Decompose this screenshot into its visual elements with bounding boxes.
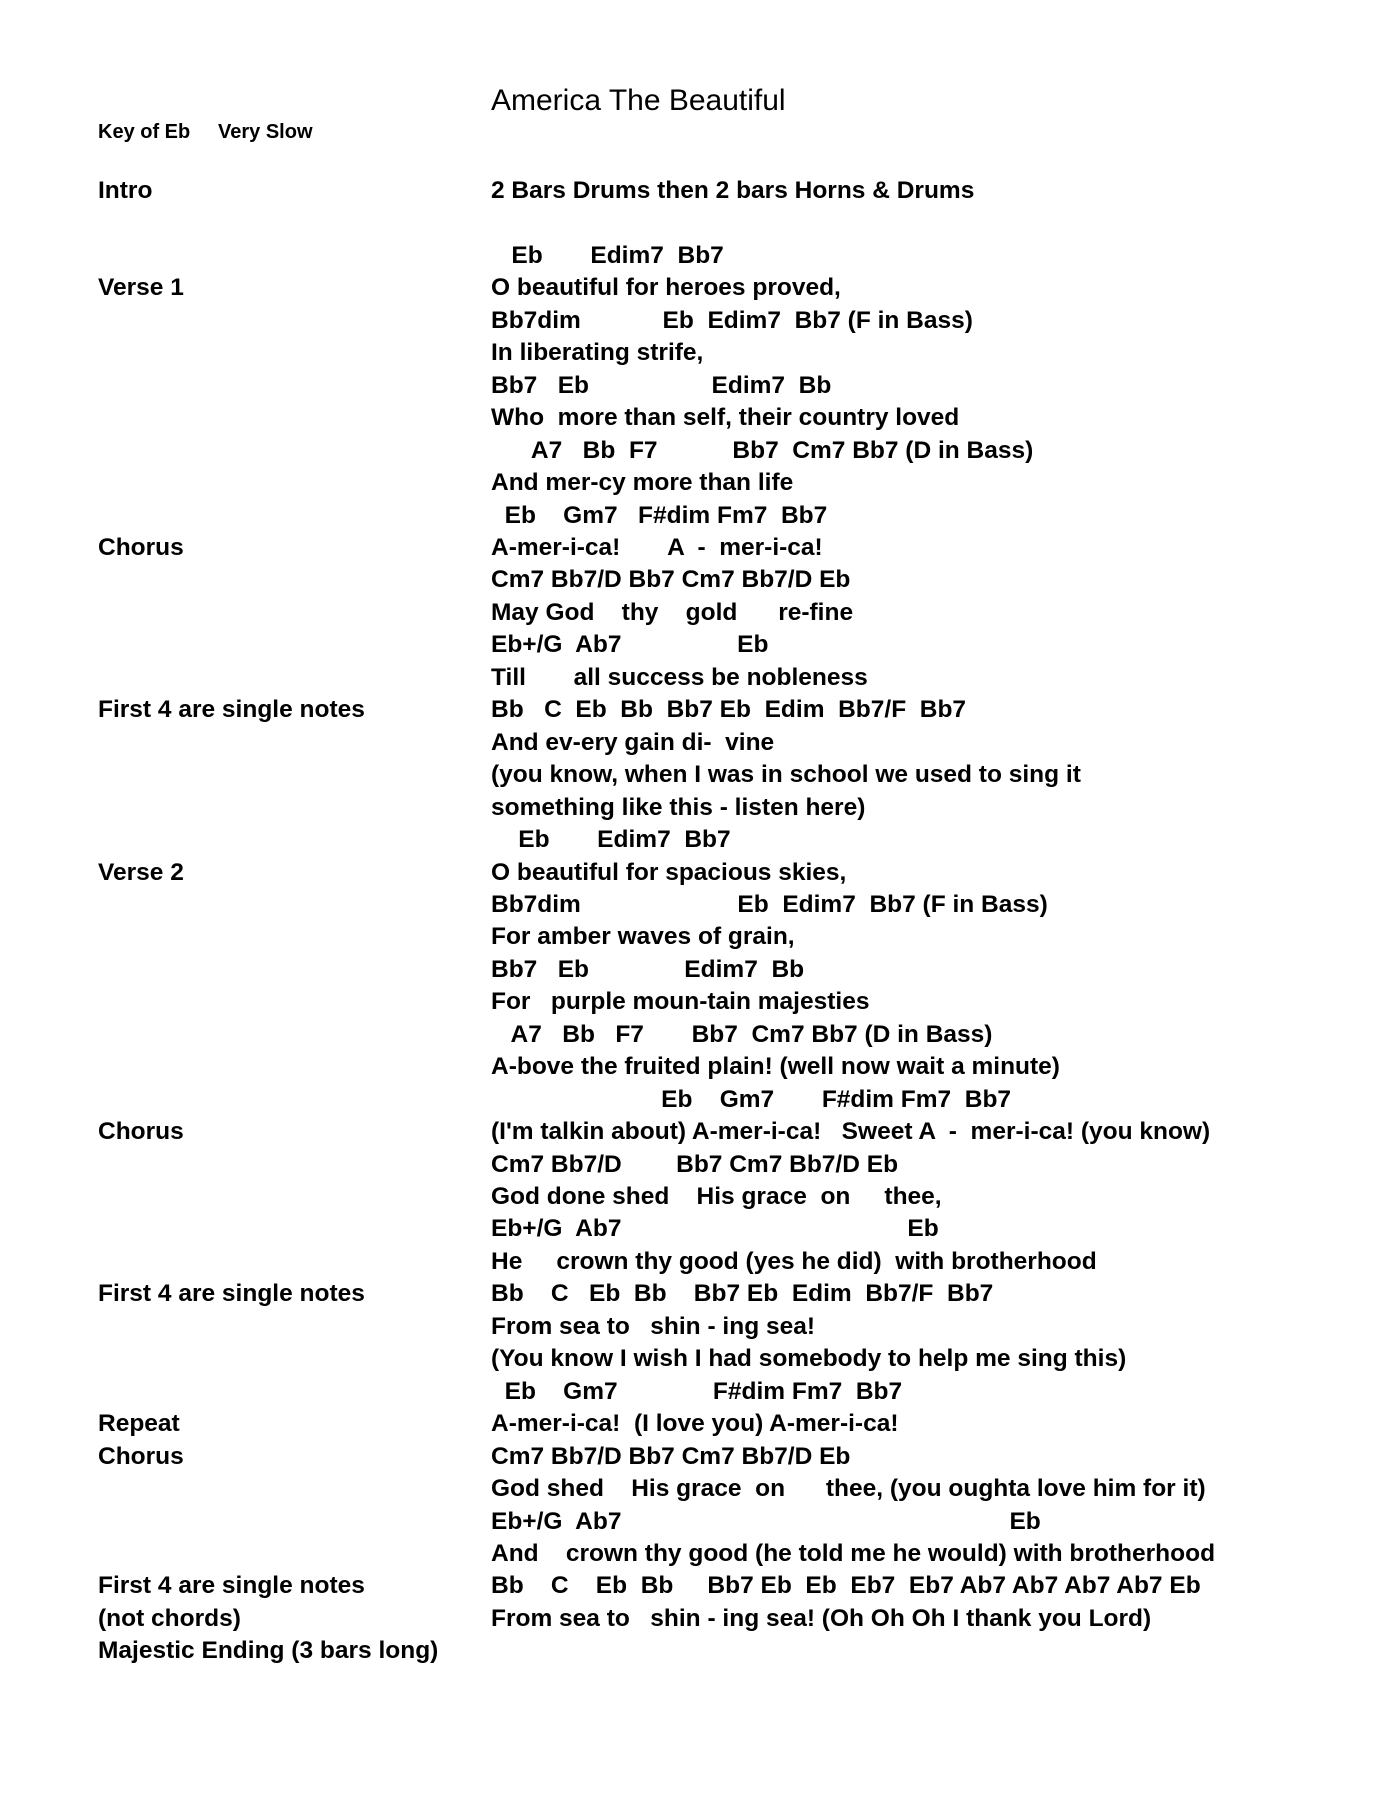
lyric-line: God done shed His grace on thee, xyxy=(491,1183,942,1210)
chord-line: Bb7dim Eb Edim7 Bb7 (F in Bass) xyxy=(491,306,973,334)
chord-line: Cm7 Bb7/D Bb7 Cm7 Bb7/D Eb xyxy=(491,566,851,594)
section-label: Chorus xyxy=(98,1442,184,1470)
section-label: First 4 are single notes xyxy=(98,1572,365,1600)
section-label: (not chords) xyxy=(98,1604,241,1632)
lyric-line: For purple moun-tain majesties xyxy=(491,988,870,1016)
lyric-line: And mer-cy more than life xyxy=(491,469,794,497)
chord-line: Bb C Eb Bb Bb7 Eb Edim Bb7/F Bb7 xyxy=(491,1280,994,1308)
lyric-line: God shed His grace on thee, (you oughta love him for it) xyxy=(491,1475,1206,1502)
chord-line: Eb Edim7 Bb7 xyxy=(491,826,731,853)
chord-line: Eb+/G Ab7 Eb xyxy=(491,631,769,659)
lyric-line: A-mer-i-ca! A - mer-i-ca! xyxy=(491,534,823,561)
chord-line: Bb7 Eb Edim7 Bb xyxy=(491,955,805,983)
lyric-line: O beautiful for spacious skies, xyxy=(491,858,847,886)
chord-line: Eb Edim7 Bb7 xyxy=(491,241,724,269)
lyric-line: (I'm talkin about) A-mer-i-ca! Sweet A - mer-i-ca! (you know) xyxy=(491,1118,1211,1146)
lyric-line: (you know, when I was in school we used to sing it xyxy=(491,761,1081,789)
section-label: Chorus xyxy=(98,534,184,561)
section-label: Repeat xyxy=(98,1410,180,1438)
lyric-line: Till all success be nobleness xyxy=(491,663,868,691)
lyric-line: He crown thy good (yes he did) with brotherhood xyxy=(491,1247,1097,1275)
chord-line: Cm7 Bb7/D Bb7 Cm7 Bb7/D Eb xyxy=(491,1150,899,1178)
lyric-line: A-bove the fruited plain! (well now wait a minute) xyxy=(491,1053,1060,1081)
section-label: Verse 2 xyxy=(98,858,184,886)
chord-line: A7 Bb F7 Bb7 Cm7 Bb7 (D in Bass) xyxy=(491,1020,993,1048)
section-label: First 4 are single notes xyxy=(98,1280,365,1308)
lyric-line: O beautiful for heroes proved, xyxy=(491,274,841,302)
lyric-line: something like this - listen here) xyxy=(491,793,866,821)
lyric-line: 2 Bars Drums then 2 bars Horns & Drums xyxy=(491,177,975,204)
lyric-line: A-mer-i-ca! (I love you) A-mer-i-ca! xyxy=(491,1410,899,1438)
lyric-line: In liberating strife, xyxy=(491,339,704,367)
chord-line: Bb C Eb Bb Bb7 Eb Edim Bb7/F Bb7 xyxy=(491,696,967,724)
lyric-line: For amber waves of grain, xyxy=(491,923,795,951)
chord-line: Bb7 Eb Edim7 Bb xyxy=(491,371,832,399)
chord-line: A7 Bb F7 Bb7 Cm7 Bb7 (D in Bass) xyxy=(491,436,1034,464)
lyric-line: Who more than self, their country loved xyxy=(491,404,960,432)
section-label: Chorus xyxy=(98,1118,184,1146)
chord-line: Bb C Eb Bb Bb7 Eb Eb Eb7 Eb7 Ab7 Ab7 Ab7 Ab7 Eb xyxy=(491,1572,1201,1600)
chord-line: Cm7 Bb7/D Bb7 Cm7 Bb7/D Eb xyxy=(491,1442,851,1470)
chord-line: Eb+/G Ab7 Eb xyxy=(491,1507,1041,1535)
chord-line: Eb Gm7 F#dim Fm7 Bb7 xyxy=(491,1085,1012,1113)
key-and-tempo: Key of Eb Very Slow xyxy=(98,121,313,143)
section-label: Verse 1 xyxy=(98,274,184,302)
chord-line: Eb Gm7 F#dim Fm7 Bb7 xyxy=(491,1377,903,1405)
section-label: Intro xyxy=(98,177,153,204)
section-label: Majestic Ending (3 bars long) xyxy=(98,1637,439,1665)
lyric-line: From sea to shin - ing sea! (Oh Oh Oh I thank you Lord) xyxy=(491,1604,1152,1632)
chord-line: Eb Gm7 F#dim Fm7 Bb7 xyxy=(491,501,828,529)
lyric-line: And ev-ery gain di- vine xyxy=(491,728,775,756)
lyric-line: And crown thy good (he told me he would) with brotherhood xyxy=(491,1539,1216,1567)
chord-line: Bb7dim Eb Edim7 Bb7 (F in Bass) xyxy=(491,890,1048,918)
song-title: America The Beautiful xyxy=(491,84,786,117)
chord-line: Eb+/G Ab7 Eb xyxy=(491,1215,939,1243)
section-label: First 4 are single notes xyxy=(98,696,365,724)
lyric-line: May God thy gold re-fine xyxy=(491,598,854,626)
lyric-line: From sea to shin - ing sea! xyxy=(491,1312,816,1340)
lyric-line: (You know I wish I had somebody to help me sing this) xyxy=(491,1345,1127,1373)
